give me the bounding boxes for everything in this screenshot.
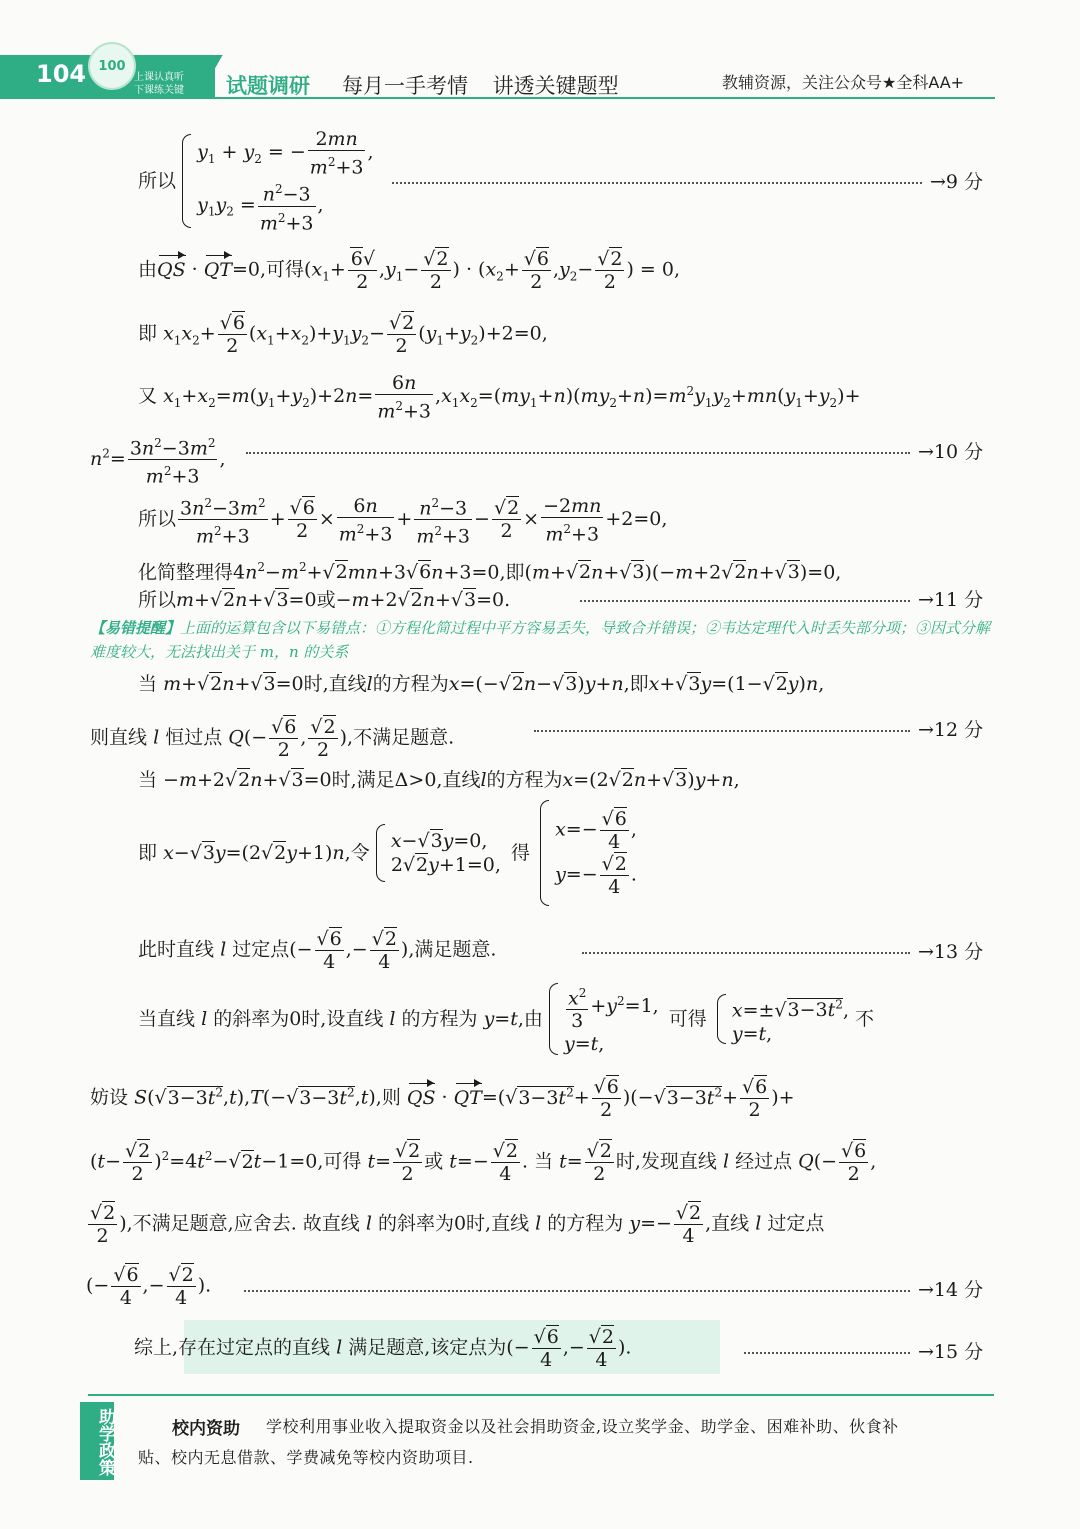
x-sum-line: 又 $x_1+x_2=m(y_1+y_2)+2n=$ $\frac{6n}{m^2+3}$ $,x_1x_2=(my_1+n)(my_2+n)=m^2y_1y_2+mn(y_1+y_2)+$ — [138, 372, 861, 423]
text-faxian: 时,发现直线 — [615, 1150, 717, 1173]
footer-rule — [88, 1394, 994, 1396]
brace — [717, 994, 726, 1044]
text-you3: ,由 — [517, 1008, 543, 1031]
system-eqs: x−√3y=0, 2√2y+1=0, — [390, 830, 501, 876]
points-setup-line: 妨设 $S(√3-3t^2,t),T(-√3-3t^2,t)$,则 QS · $QT=(√3-3t^2+$ $\frac{√6}{2}$ )($-√3-3t^2+$ $\frac{√6}{2}$ )+ — [90, 1076, 795, 1121]
text-fangcheng: 的方程为 — [372, 673, 449, 695]
text-shequ: ,不满足题意,应舍去. 故直线 — [126, 1212, 360, 1235]
factor-line: 化简整理得$4n^2-m^2+√2mn+3√6n+3=0$,即(m+√2n+√3)(−m+2√2n+√3)=0, — [138, 560, 842, 584]
text-suoyi: 所以 — [138, 170, 177, 192]
score-mark: →9 分 — [930, 171, 984, 193]
text-cishi: 此时直线 — [138, 938, 215, 961]
text-dangzhixian: 当直线 — [138, 1008, 196, 1031]
conclusion-line: 综上,存在过定点的直线 l 满足题意,该定点为(− $\frac{√6}{4}$ ,− $\frac{√2}{4}$ ). — [134, 1326, 632, 1371]
text-ze: ,则 — [375, 1086, 401, 1109]
dot-leader — [744, 1352, 910, 1354]
text-suoyi3: 所以 — [138, 589, 177, 611]
expanded-line: 即 $x_1x_2+$ $\frac{√6}{2}$ $(x_1+x_2)+y_1y_2-$ $\frac{√2}{2}$ $(y_1+y_2)+2=0$, — [138, 312, 548, 357]
score-mark: →13 分 — [918, 941, 984, 963]
text-ji2: ,即 — [499, 561, 525, 584]
brace — [376, 824, 385, 882]
text-ji3: ,即 — [623, 673, 649, 695]
text-dang3: . 当 — [521, 1150, 554, 1173]
system-solution: $x=\pm√3-3t^2$, y=t, — [731, 997, 849, 1045]
text-guodingdian2: 过定点 — [767, 1212, 825, 1235]
text-fangcheng2: 的方程为 — [486, 769, 563, 791]
motto-line2: 下课练关键 — [134, 85, 184, 96]
case2-point-line: 此时直线 l 过定点(− $\frac{√6}{4}$ ,− $\frac{√2}{4}$ ),满足题意. — [138, 928, 497, 973]
text-xielv: 的斜率为0时,设直线 — [213, 1008, 384, 1031]
case1-point-line: 则直线 l 恒过点 Q(− $\frac{√6}{2}$ , $\frac{√2}{2}$ ),不满足题意. — [90, 716, 455, 761]
dot-leader — [244, 1290, 910, 1292]
text-fangshe: 妨设 — [90, 1086, 129, 1109]
text-huo2: 或 — [424, 1150, 444, 1173]
resource-note: 教辅资源，关注公众号★全科AA+ — [722, 73, 965, 92]
system-solution: x=− $\frac{√6}{4}$ , y=− $\frac{√2}{4}$ . — [555, 808, 637, 898]
footer-title: 校内资助 — [172, 1419, 240, 1439]
text-you: 由 — [138, 258, 158, 281]
text-zongshang: 综上, — [134, 1336, 179, 1359]
text-guodingdian: 过定点 — [232, 938, 290, 961]
case2-system-line: 即 x−√3y=(2√2y+1)n,令 x−√3y=0, 2√2y+1=0, 得 x=− $\frac{√6}{4}$ , y=− $\frac{√2}{4}$ . — [138, 800, 637, 906]
dot-leader — [392, 182, 922, 184]
text-jingguo: 经过点 — [735, 1150, 793, 1173]
score-mark: →10 分 — [918, 441, 984, 463]
error-tip — [90, 616, 1000, 664]
tip-text: 上面的运算包含以下易错点：①方程化简过程中平方容易丢失，导致合并错误；②韦达定理代入时丢失部分项；③因式分解难度较大，无法找出关于 m，n 的关系 — [90, 619, 991, 661]
text-kede: =0,可得 — [231, 258, 305, 281]
text-bu: 不 — [855, 1008, 875, 1031]
text-suoyi2: 所以 — [138, 507, 177, 530]
text-de: 得 — [510, 842, 530, 864]
system-eqs: $y_1 + y_2$ = − $\frac{2mn}{m^2+3}$ , $y_1y_2$ = $\frac{n^2-3}{m^2+3}$ , — [197, 128, 374, 234]
score-mark: →15 分 — [918, 1341, 984, 1363]
footer-text-line1: 学校利用事业收入提取资金以及社会捐助资金,设立奖学金、助学金、困难补助、伙食补 — [266, 1417, 899, 1436]
text-xielv2: 的斜率为0时,直线 — [377, 1212, 530, 1235]
section-title: 试题调研 — [226, 74, 310, 98]
reject-line: $\frac{√2}{2}$ ),不满足题意,应舍去. 故直线 l 的斜率为0时,直线 l 的方程为 y=− $\frac{√2}{4}$ ,直线 l 过定点 — [90, 1202, 825, 1247]
text-cunzai: 存在过定点的直线 — [178, 1336, 331, 1359]
case1-line: 当 m+√2n+√3=0时,直线l的方程为x=(−√2n−√3)y+n,即x+√3y=(1−√2y)n, — [138, 673, 825, 695]
text-ling: ,令 — [344, 842, 370, 864]
footer-tag: 助学政策 — [80, 1402, 114, 1480]
x-product-result: $n^2=$ $\frac{3n^2-3m^2}{m^2+3}$ , — [90, 432, 226, 488]
text-ji: 即 — [138, 322, 158, 345]
slogan: 每月一手考情 讲透关键题型 — [342, 74, 619, 98]
header-wedge — [196, 55, 224, 99]
t-solve-line: (t− $\frac{√2}{2}$ )$^2=4t^2-√2t-1=0$,可得 t= $\frac{√2}{2}$ 或 t=− $\frac{√2}{4}$ . 当 t= $\frac{√2}{2}$ 时,发现直线 l 经过点 Q(− $\frac{√6}{2}$ , — [90, 1140, 877, 1185]
substitution-line: 所以 $\frac{3n^2-3m^2}{m^2+3}$ + $\frac{√6}{2}$ × $\frac{6n}{m^2+3}$ + $\frac{n^2-3}{m^2+3}$ − $\frac{√2}{2}$ × $\frac{-2mn}{m^2+3}$ +2=0, — [138, 492, 667, 548]
text-zexian: 则直线 — [90, 726, 148, 749]
dot-leader — [582, 952, 910, 954]
text-you2: 又 — [138, 385, 158, 408]
text-manzu: 时,满足 — [331, 769, 395, 791]
text-huajian: 化简整理得 — [138, 561, 234, 584]
footer-text-line2: 贴、校内无息借款、学费减免等校内资助项目. — [138, 1448, 474, 1467]
slope-zero-line: 当直线 l 的斜率为0时,设直线 l 的方程为 y=t,由 $\frac{x^2}{3}$ $+y^2=1$, y=t, 可得 $x=\pm√3-3t^2$, y=t, 不 — [138, 982, 874, 1056]
score-mark: →12 分 — [918, 719, 984, 741]
text-dang2: 当 — [138, 769, 158, 791]
score-mark: →14 分 — [918, 1279, 984, 1301]
dot-leader — [246, 452, 910, 454]
score-mark: →11 分 — [918, 589, 984, 611]
brace — [182, 134, 191, 228]
text-dang: 当 — [138, 673, 158, 695]
text-zhixian: ,直线 — [436, 769, 481, 791]
system-eqs: $\frac{x^2}{3}$ $+y^2=1$, y=t, — [564, 982, 659, 1056]
factor-cases-line: 所以m+√2n+√3=0或−m+2√2n+√3=0. — [138, 589, 511, 611]
brace — [540, 800, 549, 906]
vieta-system — [138, 128, 374, 234]
brace — [549, 983, 558, 1055]
text-fangcheng3: 的方程为 — [401, 1008, 478, 1031]
tip-label: 【易错提醒】 — [90, 619, 181, 637]
page-number: 104 — [36, 60, 87, 88]
text-ji4: 即 — [138, 842, 158, 864]
text-kede3: ,可得 — [317, 1150, 362, 1173]
text-hengguo: 恒过点 — [165, 726, 223, 749]
text-bumanzu: ,不满足题意. — [347, 726, 455, 749]
dot-leader — [534, 730, 910, 732]
text-manzu2: ,满足题意. — [408, 938, 497, 961]
text-zhixian2: ,直线 — [705, 1212, 750, 1235]
text-fangcheng4: 的方程为 — [547, 1212, 624, 1235]
motto-line1: 上课认真听 — [134, 72, 184, 83]
text-huo: 或 — [316, 589, 336, 611]
case2-line: 当 −m+2√2n+√3=0时,满足Δ>0,直线l的方程为x=(2√2n+√3)y+n, — [138, 769, 740, 791]
text-dingdian: 满足题意,该定点为 — [348, 1336, 507, 1359]
slope-zero-point: (− $\frac{√6}{4}$ ,− $\frac{√2}{4}$ ). — [86, 1264, 212, 1309]
dot-product-line: 由QS · QT=0,可得($x_1+$ $\frac{6√}{2}$ $,y_1-$ $\frac{√2}{2}$ ) · ($x_2+$ $\frac{√6}{2}$ $,y_2-$ $\frac{√2}{2}$ ) = 0, — [138, 248, 681, 293]
mascot-logo-icon: 100 — [88, 42, 136, 90]
dot-leader — [580, 600, 910, 602]
text-kede2: 可得 — [668, 1008, 707, 1031]
text-shi: 时,直线 — [303, 673, 367, 695]
